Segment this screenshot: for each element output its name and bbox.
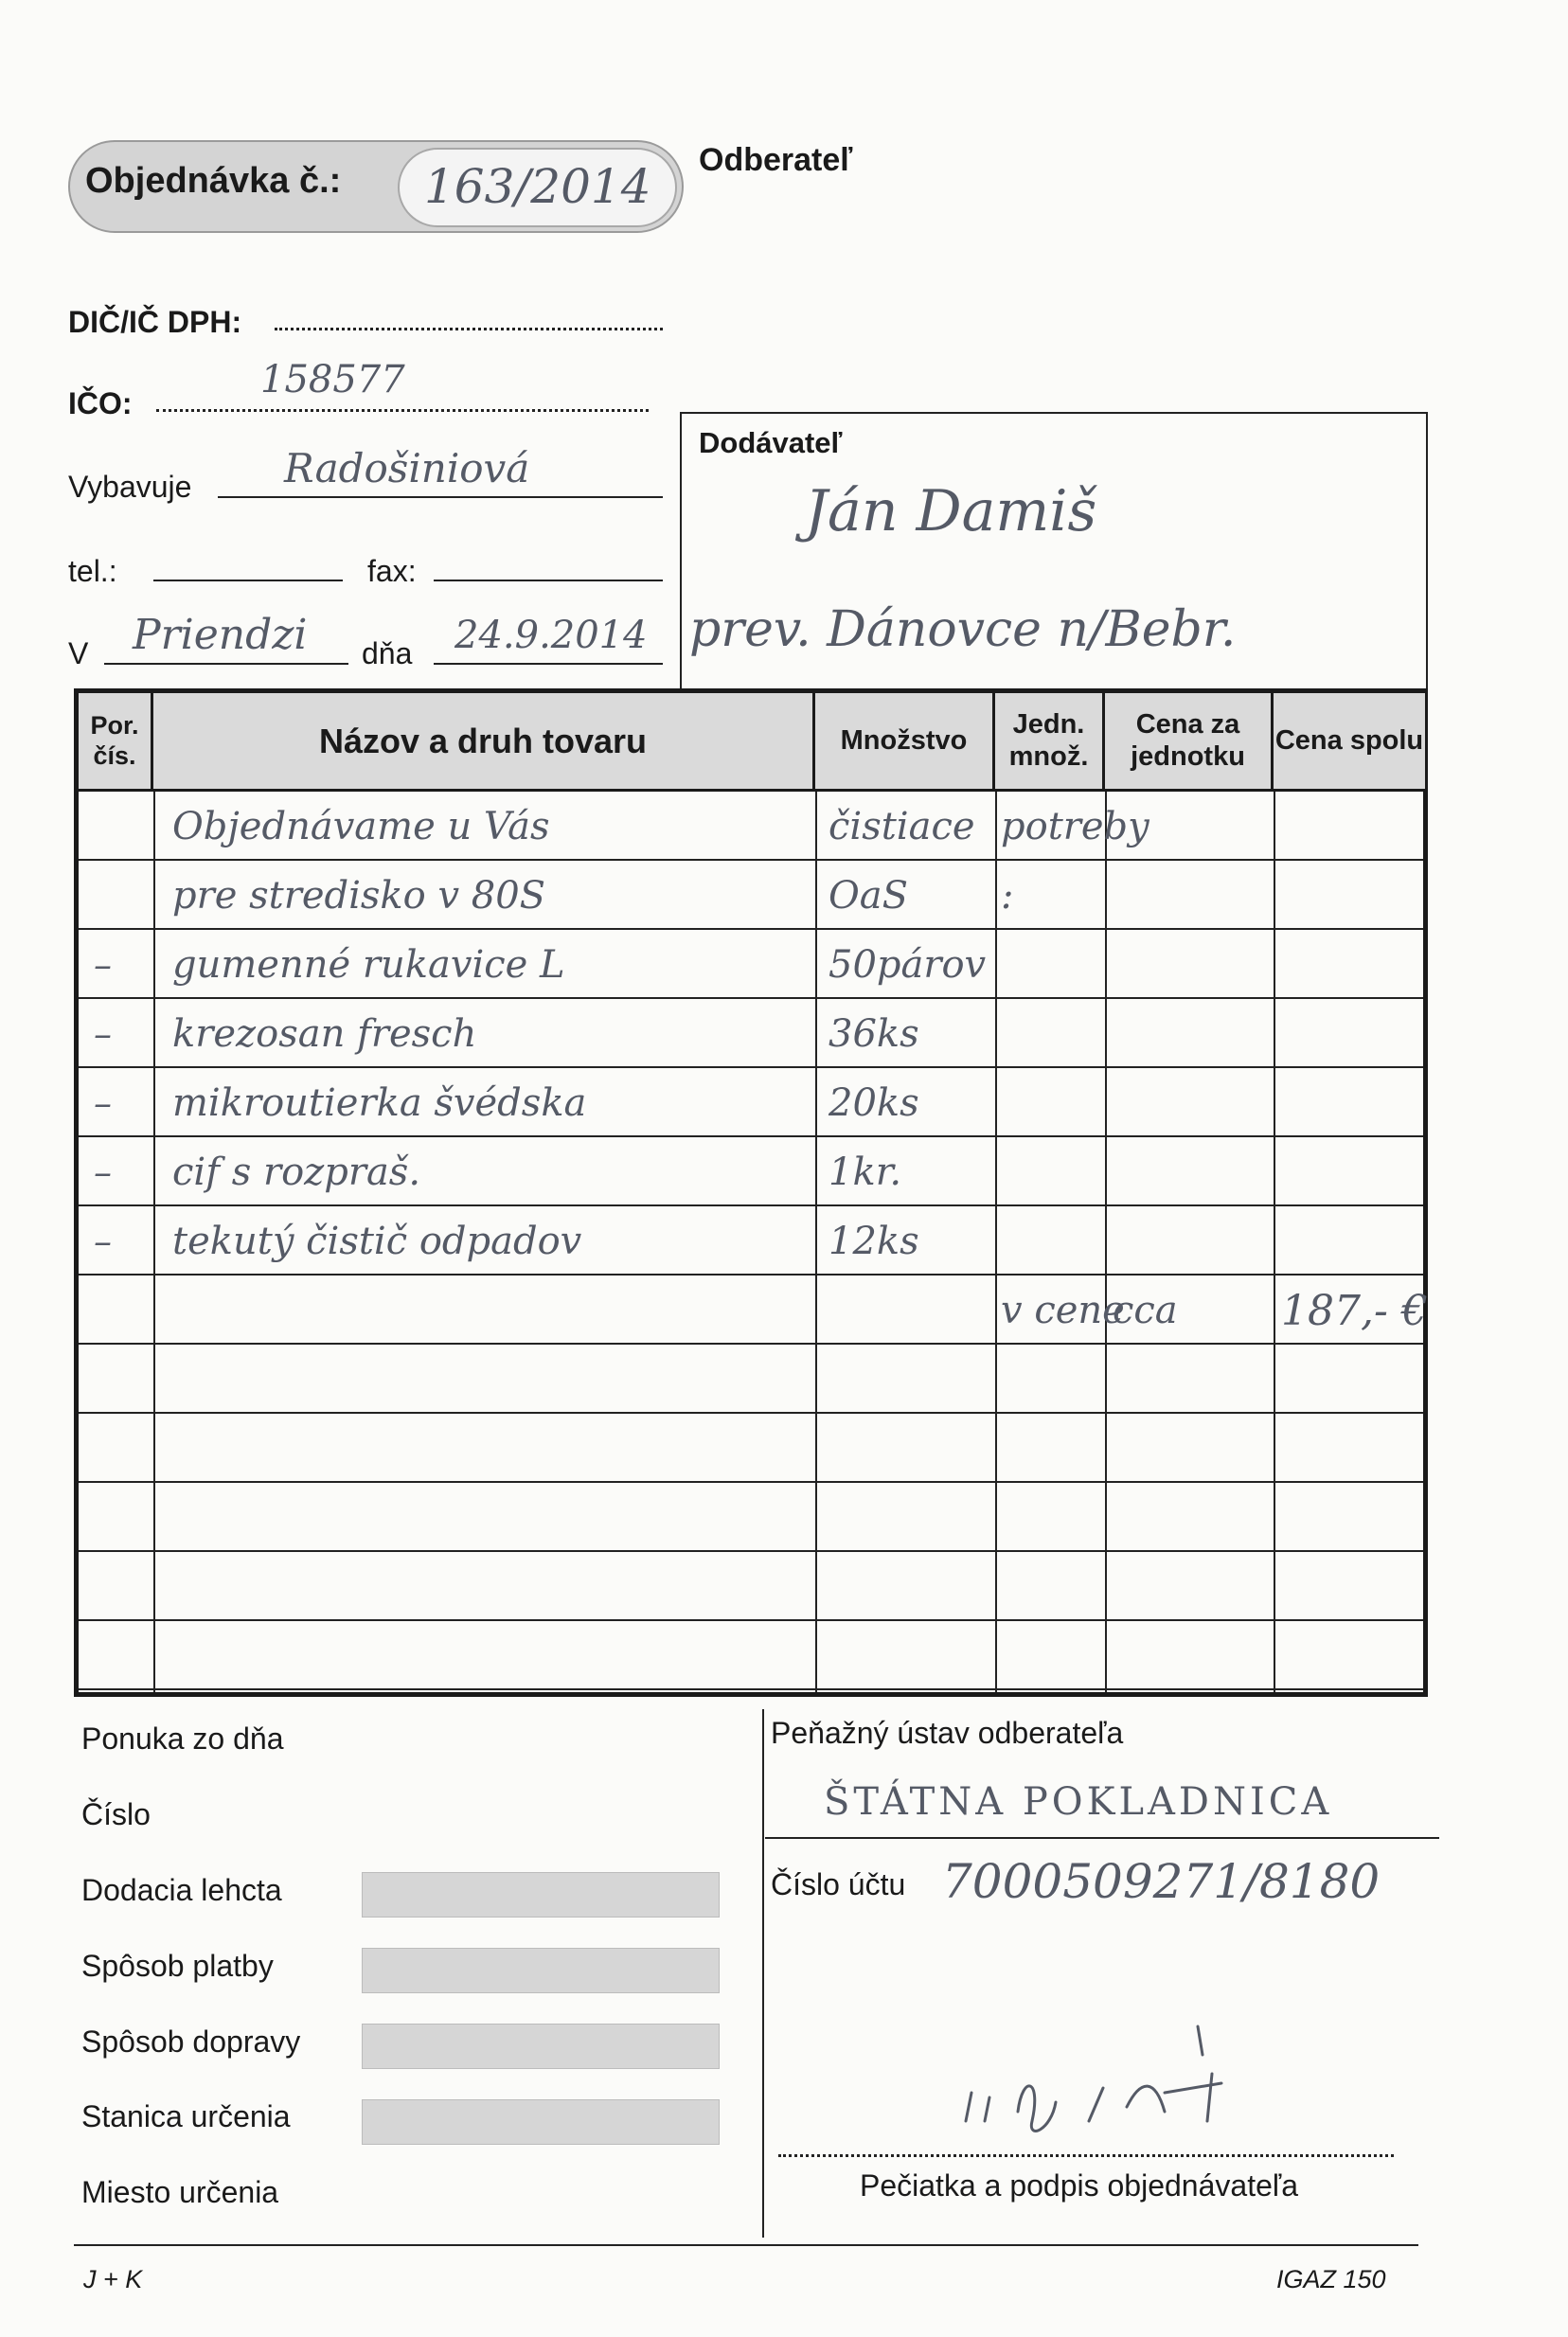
- payment-method-field[interactable]: [362, 1948, 720, 1993]
- cell-qty[interactable]: 36ks: [829, 1012, 919, 1056]
- cell-total[interactable]: 187,- €: [1281, 1286, 1428, 1335]
- order-number-value: 163/2014: [424, 159, 651, 214]
- cell-unit-price[interactable]: [1113, 1070, 1274, 1136]
- cell-unit-price[interactable]: [1113, 794, 1274, 860]
- header-name: Názov a druh tovaru: [153, 693, 815, 792]
- cell-unit[interactable]: [1001, 1001, 1105, 1067]
- account-number-value[interactable]: 7000509271/8180: [942, 1854, 1381, 1909]
- bottom-divider: [762, 1709, 764, 2238]
- dic-field[interactable]: [275, 328, 663, 330]
- table-row: [79, 1414, 1423, 1483]
- footer-left: J + K: [83, 2265, 143, 2293]
- footer-divider: [74, 2244, 1418, 2246]
- ico-value: 158577: [260, 358, 405, 401]
- fax-field[interactable]: [434, 580, 663, 581]
- cell-no[interactable]: [94, 1347, 153, 1413]
- cell-unit-price[interactable]: [1113, 1485, 1274, 1551]
- dic-label: DIČ/IČ DPH:: [68, 305, 242, 339]
- cell-unit[interactable]: [1001, 932, 1105, 998]
- cell-qty[interactable]: 1kr.: [829, 1151, 902, 1194]
- tel-label: tel.:: [68, 554, 117, 588]
- table-row: [79, 999, 1423, 1068]
- account-label: Číslo účtu: [771, 1867, 906, 1901]
- cell-no[interactable]: –: [94, 1082, 112, 1124]
- cell-unit-price[interactable]: [1113, 1623, 1274, 1689]
- cell-no[interactable]: –: [94, 1221, 112, 1262]
- cell-total[interactable]: [1281, 1554, 1425, 1620]
- tel-field[interactable]: [153, 580, 343, 581]
- cell-unit[interactable]: :: [1001, 874, 1014, 918]
- cell-total[interactable]: [1281, 863, 1425, 929]
- cell-unit[interactable]: [1001, 1485, 1105, 1551]
- cell-name[interactable]: krezosan fresch: [172, 1012, 477, 1056]
- cell-name[interactable]: [172, 1416, 815, 1482]
- cell-unit[interactable]: [1001, 1416, 1105, 1482]
- cell-unit-price[interactable]: [1113, 1554, 1274, 1620]
- prepared-by-value: Radošiniová: [284, 445, 530, 491]
- cell-name[interactable]: [172, 1623, 815, 1689]
- cell-total[interactable]: [1281, 794, 1425, 860]
- payment-method-label: Spôsob platby: [81, 1949, 274, 1983]
- table-row: [79, 1621, 1423, 1690]
- cell-no[interactable]: –: [94, 1151, 112, 1193]
- cell-qty[interactable]: [829, 1554, 995, 1620]
- supplier-heading: Dodávateľ: [699, 426, 843, 459]
- footer-right: IGAZ 150: [1276, 2265, 1386, 2293]
- cell-no[interactable]: [94, 1554, 153, 1620]
- cell-unit[interactable]: potreby: [1001, 805, 1149, 848]
- supplier-address[interactable]: prev. Dánovce n/Bebr.: [689, 601, 1237, 658]
- cell-unit-price[interactable]: [1113, 1001, 1274, 1067]
- cell-total[interactable]: [1281, 1623, 1425, 1689]
- cell-qty[interactable]: [829, 1416, 995, 1482]
- table-row: [79, 861, 1423, 930]
- ico-field[interactable]: [156, 409, 649, 412]
- cell-qty[interactable]: 20ks: [829, 1081, 919, 1125]
- table-row: [79, 1276, 1428, 1345]
- cell-no[interactable]: [94, 1277, 153, 1344]
- fax-label: fax:: [367, 554, 417, 588]
- destination-station-field[interactable]: [362, 2099, 720, 2145]
- cell-unit[interactable]: [1001, 1554, 1105, 1620]
- table-row: [79, 792, 1423, 861]
- cell-unit[interactable]: [1001, 1139, 1105, 1205]
- cell-qty[interactable]: 12ks: [829, 1220, 919, 1263]
- delivery-term-label: Dodacia lehcta: [81, 1873, 282, 1907]
- cell-name[interactable]: [172, 1554, 815, 1620]
- supplier-name[interactable]: Ján Damiš: [805, 478, 1097, 544]
- table-row: [79, 1206, 1423, 1276]
- cell-qty[interactable]: 50párov: [829, 943, 987, 987]
- cell-name[interactable]: [172, 1347, 815, 1413]
- cell-total[interactable]: [1281, 1208, 1425, 1275]
- items-table: [74, 688, 1428, 1697]
- cell-qty[interactable]: OaS: [829, 874, 909, 918]
- cell-qty[interactable]: [829, 1623, 995, 1689]
- cell-no[interactable]: [94, 1416, 153, 1482]
- cell-no[interactable]: [94, 863, 153, 929]
- cell-unit-price[interactable]: [1113, 1416, 1274, 1482]
- place-label: V: [68, 636, 89, 670]
- cell-name[interactable]: gumenné rukavice L: [172, 943, 565, 987]
- transport-method-label: Spôsob dopravy: [81, 2025, 301, 2059]
- bank-name-line: [765, 1837, 1439, 1839]
- bank-label: Peňažný ústav odberateľa: [771, 1716, 1124, 1750]
- cell-unit[interactable]: [1001, 1347, 1105, 1413]
- table-row: [79, 930, 1423, 999]
- cell-unit-price[interactable]: [1113, 932, 1274, 998]
- cell-unit-price[interactable]: cca: [1113, 1289, 1178, 1332]
- cell-name[interactable]: mikroutierka švédska: [172, 1081, 587, 1125]
- cell-total[interactable]: [1281, 1347, 1425, 1413]
- cell-unit-price[interactable]: [1113, 1139, 1274, 1205]
- signature-line: [778, 2154, 1394, 2157]
- cell-unit[interactable]: v cene: [1001, 1289, 1125, 1332]
- table-row: [79, 1137, 1423, 1206]
- cell-no[interactable]: –: [94, 1013, 112, 1055]
- cell-total[interactable]: [1281, 1416, 1425, 1482]
- header-qty: Množstvo: [815, 693, 995, 792]
- cell-total[interactable]: [1281, 1485, 1425, 1551]
- place-value: Priendzi: [133, 611, 308, 659]
- date-label: dňa: [362, 636, 413, 670]
- cell-unit[interactable]: [1001, 1208, 1105, 1275]
- cell-total[interactable]: [1281, 1001, 1425, 1067]
- header-unit: Jedn. množ.: [995, 693, 1105, 792]
- cell-unit-price[interactable]: [1113, 863, 1274, 929]
- cell-unit[interactable]: [1001, 1070, 1105, 1136]
- buyer-heading: Odberateľ: [699, 142, 853, 178]
- cell-no[interactable]: [94, 1485, 153, 1551]
- bank-name-value[interactable]: ŠTÁTNA POKLADNICA: [824, 1780, 1333, 1824]
- offer-number-label: Číslo: [81, 1797, 151, 1831]
- destination-place-label: Miesto určenia: [81, 2175, 279, 2209]
- cell-no[interactable]: [94, 1623, 153, 1689]
- signature-scribble: [937, 1989, 1335, 2140]
- header-total: Cena spolu: [1274, 693, 1425, 792]
- signature-label: Pečiatka a podpis objednávateľa: [860, 2168, 1298, 2203]
- cell-name[interactable]: [172, 1277, 815, 1344]
- table-row: [79, 1068, 1423, 1137]
- prepared-by-label: Vybavuje: [68, 470, 192, 504]
- cell-total[interactable]: [1281, 1139, 1425, 1205]
- order-label: Objednávka č.:: [85, 161, 342, 201]
- table-row: [79, 1552, 1423, 1621]
- cell-unit-price[interactable]: [1113, 1347, 1274, 1413]
- cell-name[interactable]: tekutý čistič odpadov: [172, 1220, 582, 1263]
- cell-name[interactable]: cif s rozpraš.: [172, 1151, 421, 1194]
- cell-name[interactable]: Objednávame u Vás: [172, 805, 550, 848]
- cell-total[interactable]: [1281, 1070, 1425, 1136]
- table-row: [79, 1483, 1423, 1552]
- cell-unit-price[interactable]: [1113, 1208, 1274, 1275]
- cell-name[interactable]: pre stredisko v 80S: [172, 874, 546, 918]
- cell-no[interactable]: [94, 794, 153, 860]
- cell-qty[interactable]: [829, 1277, 995, 1344]
- ico-label: IČO:: [68, 386, 133, 420]
- prepared-by-field[interactable]: [218, 496, 663, 498]
- header-unit-price: Cena za jednotku: [1105, 693, 1274, 792]
- cell-qty[interactable]: [829, 1485, 995, 1551]
- date-value: 24.9.2014: [454, 614, 648, 657]
- destination-station-label: Stanica určenia: [81, 2099, 291, 2133]
- cell-name[interactable]: [172, 1485, 815, 1551]
- cell-qty[interactable]: [829, 1347, 995, 1413]
- cell-unit[interactable]: [1001, 1623, 1105, 1689]
- offer-date-label: Ponuka zo dňa: [81, 1722, 284, 1756]
- cell-total[interactable]: [1281, 932, 1425, 998]
- cell-no[interactable]: –: [94, 944, 112, 986]
- cell-qty[interactable]: čistiace: [829, 805, 975, 848]
- header-no: Por. čís.: [79, 693, 153, 792]
- date-field[interactable]: [434, 663, 663, 665]
- place-field[interactable]: [104, 663, 348, 665]
- delivery-term-field[interactable]: [362, 1872, 720, 1918]
- transport-method-field[interactable]: [362, 2024, 720, 2069]
- table-row: [79, 1345, 1423, 1414]
